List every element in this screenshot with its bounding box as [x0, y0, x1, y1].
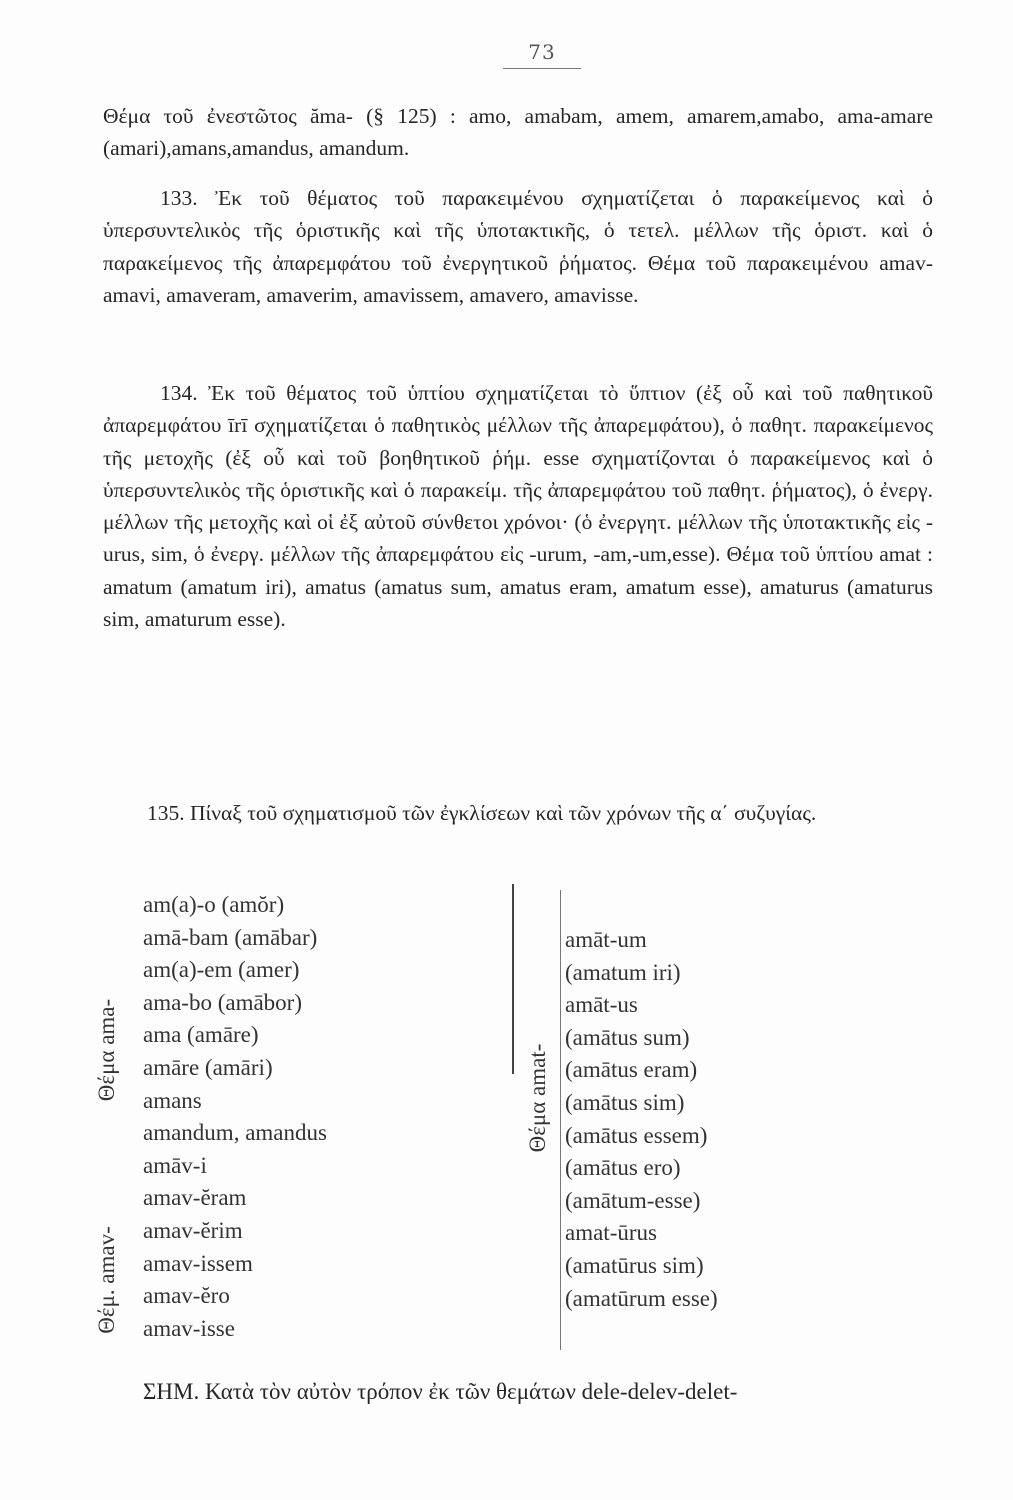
present-form: amāre (amāri) [143, 1054, 273, 1080]
supine-form: (amātus ero) [565, 1155, 681, 1181]
present-form: amandum, amandus [143, 1120, 327, 1146]
perfect-form: amav-ĕram [143, 1185, 247, 1211]
present-form: ama-bo (amābor) [143, 989, 303, 1015]
supine-form: (amātus sum) [565, 1024, 690, 1050]
present-form: amans [143, 1087, 202, 1113]
perfect-form: amav-ĕro [143, 1283, 230, 1309]
perfect-form: amav-ĕrim [143, 1217, 243, 1243]
supine-form: (amātus eram) [565, 1057, 698, 1083]
paragraph-134: 134. Ἐκ τοῦ θέματος τοῦ ὑπτίου σχηματίζεται τὸ ὕπτιον (ἐξ οὗ καὶ τοῦ παθητικοῦ ἀπαρεμφάτου īrī σχηματίζεται ὁ παθητικὸς μέλλων τῆς ἀπαρεμφάτου), ὁ παθητ. παρακείμενος τῆς μετοχῆς (ἐξ οὗ καὶ τοῦ βοηθητικοῦ ῥήμ. esse σχηματίζονται ὁ παρακείμενος καὶ ὁ ὑπερσυντελικὸς τῆς ὁριστικῆς καὶ ὁ παρακείμ. τῆς ἀπαρεμφάτου τοῦ παθητ. ῥήματος), ὁ ἐνεργ. μέλλων τῆς μετοχῆς καὶ οἱ ἐξ αὐτοῦ σύνθετοι χρόνοι· (ὁ ἐνεργητ. μέλλων τῆς ὑποτακτικῆς εἰς -urus, sim, ὁ ἐνεργ. μέλλων τῆς ἀπαρεμφάτου εἰς -urum, -am,-um,esse). Θέμα τοῦ ὑπτίου amat : amatum (amatum iri), amatus (amatus sum, amatus eram, amatum esse), amaturus (amaturus sim, amaturum esse). [103, 381, 933, 632]
perfect-stem-label: Θέμ. amav- [94, 1226, 119, 1334]
present-form: am(a)-o (amŏr) [143, 892, 285, 917]
supine-form: (amatūrum esse) [565, 1285, 718, 1311]
paragraph-133: 133. Ἐκ τοῦ θέματος τοῦ παρακειμένου σχηματίζεται ὁ παρακείμενος καὶ ὁ ὑπερσυντελικὸς τῆς ὁριστικῆς καὶ τῆς ὑποτακτικῆς, ὁ τετελ. μέλλων τῆς ὁριστ. καὶ ὁ παρακείμενος τῆς ἀπαρεμφάτου τοῦ ἐνεργητικοῦ ῥήματος. Θέμα τοῦ παρακειμένου amav- amavi, amaveram, amaverim, amavissem, amavero, amavisse. [103, 186, 933, 307]
present-form: am(a)-em (amer) [143, 957, 300, 983]
supine-form: (amātum-esse) [565, 1187, 701, 1213]
supine-form: (amātus essem) [565, 1122, 708, 1148]
present-form: amā-bam (amābar) [143, 924, 318, 950]
perfect-form: amav-isse [143, 1315, 235, 1341]
page-number: 73 [503, 40, 581, 69]
supine-bracket-line [560, 890, 561, 1350]
paragraph-present-stem: Θέμα τοῦ ἐνεστῶτος ăma- (§ 125) : amo, amabam, amem, amarem,amabo, ama-amare (amari),amans,amandus, amandum. [103, 104, 933, 161]
supine-forms [565, 924, 718, 1315]
present-and-perfect-forms [143, 889, 327, 1345]
perfect-form: amāv-i [143, 1152, 207, 1178]
supine-form: (amatum iri) [565, 959, 681, 985]
supine-form: (amātus sim) [565, 1089, 685, 1115]
supine-form: (amatūrus sim) [565, 1252, 704, 1278]
present-stem-label: Θέμα ama- [94, 998, 119, 1102]
present-form: ama (amāre) [143, 1022, 259, 1048]
supine-form: amat-ūrus [565, 1220, 657, 1246]
paragraph-135: 135. Πίναξ τοῦ σχηματισμοῦ τῶν ἐγκλίσεων καὶ τῶν χρόνων τῆς α΄ συζυγίας. [147, 801, 817, 825]
supine-form: amāt-us [565, 992, 638, 1018]
table-divider [512, 884, 514, 1074]
footnote: ΣΗΜ. Κατὰ τὸν αὐτὸν τρόπον ἐκ τῶν θεμάτων dele-delev-delet- [143, 1379, 738, 1404]
supine-form: amāt-um [565, 927, 647, 952]
supine-stem-label: Θέμα amat- [525, 1043, 550, 1153]
perfect-form: amav-issem [143, 1250, 253, 1276]
